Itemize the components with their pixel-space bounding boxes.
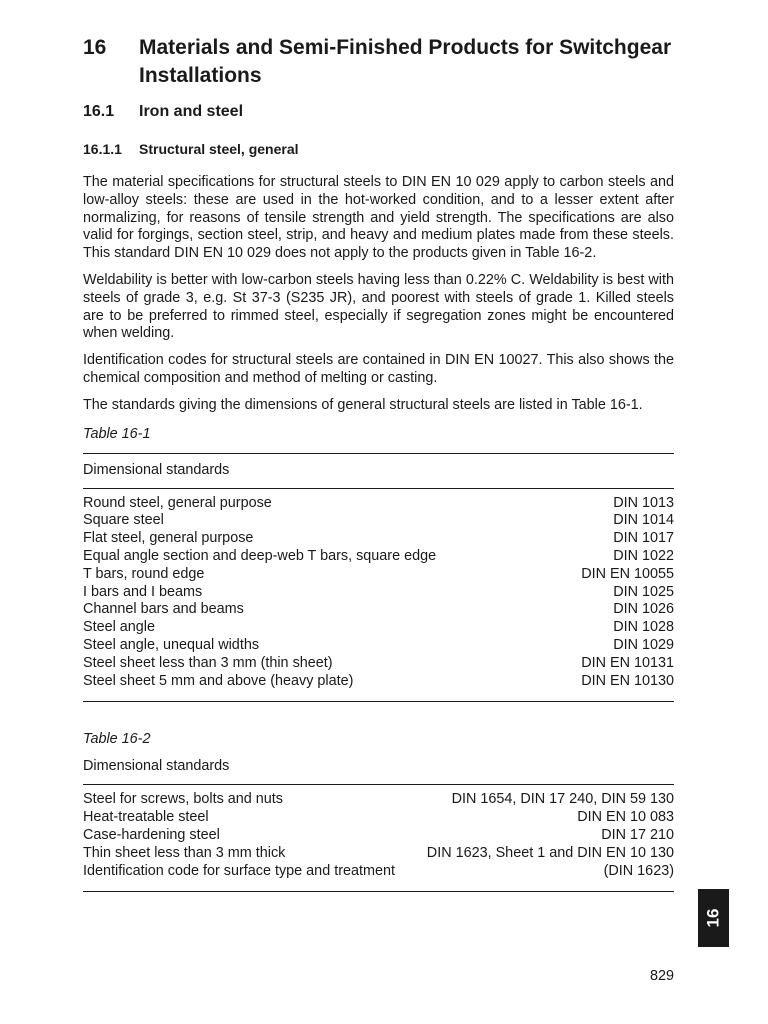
row-item: Channel bars and beams <box>83 601 244 618</box>
row-standard: DIN EN 10055 <box>581 565 674 582</box>
table-row <box>83 566 674 584</box>
chapter-number: 16 <box>83 36 107 59</box>
table-16-2 <box>83 757 674 892</box>
table-row <box>83 673 674 691</box>
row-standard: DIN EN 10130 <box>581 672 674 689</box>
row-item: Flat steel, general purpose <box>83 530 254 547</box>
table-caption: Table 16-1 <box>83 425 151 442</box>
table-header: Dimensional standards <box>83 461 230 478</box>
row-standard: DIN 1013 <box>613 494 674 511</box>
row-item: Heat-treatable steel <box>83 809 209 826</box>
table-row <box>83 863 674 881</box>
row-item: Steel angle <box>83 619 156 636</box>
row-standard: DIN 1026 <box>613 601 674 618</box>
chapter-tab-label: 16 <box>703 908 723 928</box>
table-row <box>83 809 674 827</box>
table-header: Dimensional standards <box>83 758 230 775</box>
table-row <box>83 655 674 673</box>
row-item: T bars, round edge <box>83 565 205 582</box>
row-item: Steel sheet less than 3 mm (thin sheet) <box>83 654 333 671</box>
table-caption: Table 16-2 <box>83 731 151 748</box>
row-standard: DIN 1025 <box>613 583 674 600</box>
table-row <box>83 512 674 530</box>
chapter-tab-marker <box>698 889 729 947</box>
row-standard: DIN 17 210 <box>601 826 674 843</box>
section-heading <box>83 102 674 122</box>
row-standard: DIN 1017 <box>613 530 674 547</box>
table-body <box>83 785 674 891</box>
table-row <box>83 495 674 513</box>
row-item: Equal angle section and deep-web T bars, square edge <box>83 547 437 564</box>
section-title: Iron and steel <box>139 103 244 120</box>
row-item: I bars and I beams <box>83 583 203 600</box>
row-standard: DIN 1014 <box>613 512 674 529</box>
subsection-heading <box>83 140 674 158</box>
row-item: Round steel, general purpose <box>83 494 272 511</box>
paragraph: Identification codes for structural steels are contained in DIN EN 10027. This also shows the chemical composition and method of melting or casting. <box>83 352 674 386</box>
table-row <box>83 845 674 863</box>
row-standard: DIN 1022 <box>613 547 674 564</box>
table-row <box>83 548 674 566</box>
page-content <box>83 34 674 892</box>
table-rule <box>83 891 674 892</box>
table-row <box>83 619 674 637</box>
table-row <box>83 530 674 548</box>
row-item: Case-hardening steel <box>83 826 220 843</box>
row-item: Steel sheet 5 mm and above (heavy plate) <box>83 672 354 689</box>
row-item: Steel for screws, bolts and nuts <box>83 791 283 808</box>
row-item: Identification code for surface type and treatment <box>83 862 395 879</box>
row-standard: DIN 1029 <box>613 636 674 653</box>
table-row <box>83 637 674 655</box>
row-standard: DIN 1623, Sheet 1 and DIN EN 10 130 <box>426 844 674 861</box>
row-standard: DIN EN 10 083 <box>577 809 674 826</box>
paragraph: The material specifications for structural steels to DIN EN 10 029 apply to carbon steels and low-alloy steels: these are used in the hot-worked condition, and to a lesser extent after normalizing, for reasons of tensile strength and yield strength. The specifications are also valid for forgings, section steel, strip, and heavy and medium plates made from these steels. This standard DIN EN 10 029 does not apply to the products given in Table 16-2. <box>83 174 674 262</box>
chapter-title: Materials and Semi-Finished Products for Switchgear Installations <box>139 36 672 87</box>
spacer <box>83 702 674 724</box>
chapter-heading <box>83 34 674 90</box>
row-standard: DIN 1654, DIN 17 240, DIN 59 130 <box>451 791 674 808</box>
row-standard: (DIN 1623) <box>603 862 674 879</box>
row-standard: DIN EN 10131 <box>581 654 674 671</box>
table-row <box>83 584 674 602</box>
page-number: 829 <box>649 968 674 984</box>
paragraph: The standards giving the dimensions of general structural steels are listed in Table 16-1. <box>83 396 643 413</box>
paragraph: Weldability is better with low-carbon steels having less than 0.22% C. Weldability is best with steels of grade 3, e.g. St 37-3 (S235 JR), and poorest with steels of grade 1. Killed steels are to be preferred to rimmed steel, especially if segregation zones might be encountered when welding. <box>83 271 674 342</box>
row-standard: DIN 1028 <box>613 619 674 636</box>
subsection-number: 16.1.1 <box>83 141 122 157</box>
table-16-1 <box>83 453 674 703</box>
row-item: Square steel <box>83 512 164 529</box>
row-item: Thin sheet less than 3 mm thick <box>83 844 286 861</box>
table-body <box>83 489 674 702</box>
table-row <box>83 601 674 619</box>
subsection-title: Structural steel, general <box>139 141 299 157</box>
table-row <box>83 791 674 809</box>
table-row <box>83 827 674 845</box>
row-item: Steel angle, unequal widths <box>83 636 260 653</box>
section-number: 16.1 <box>83 103 115 120</box>
